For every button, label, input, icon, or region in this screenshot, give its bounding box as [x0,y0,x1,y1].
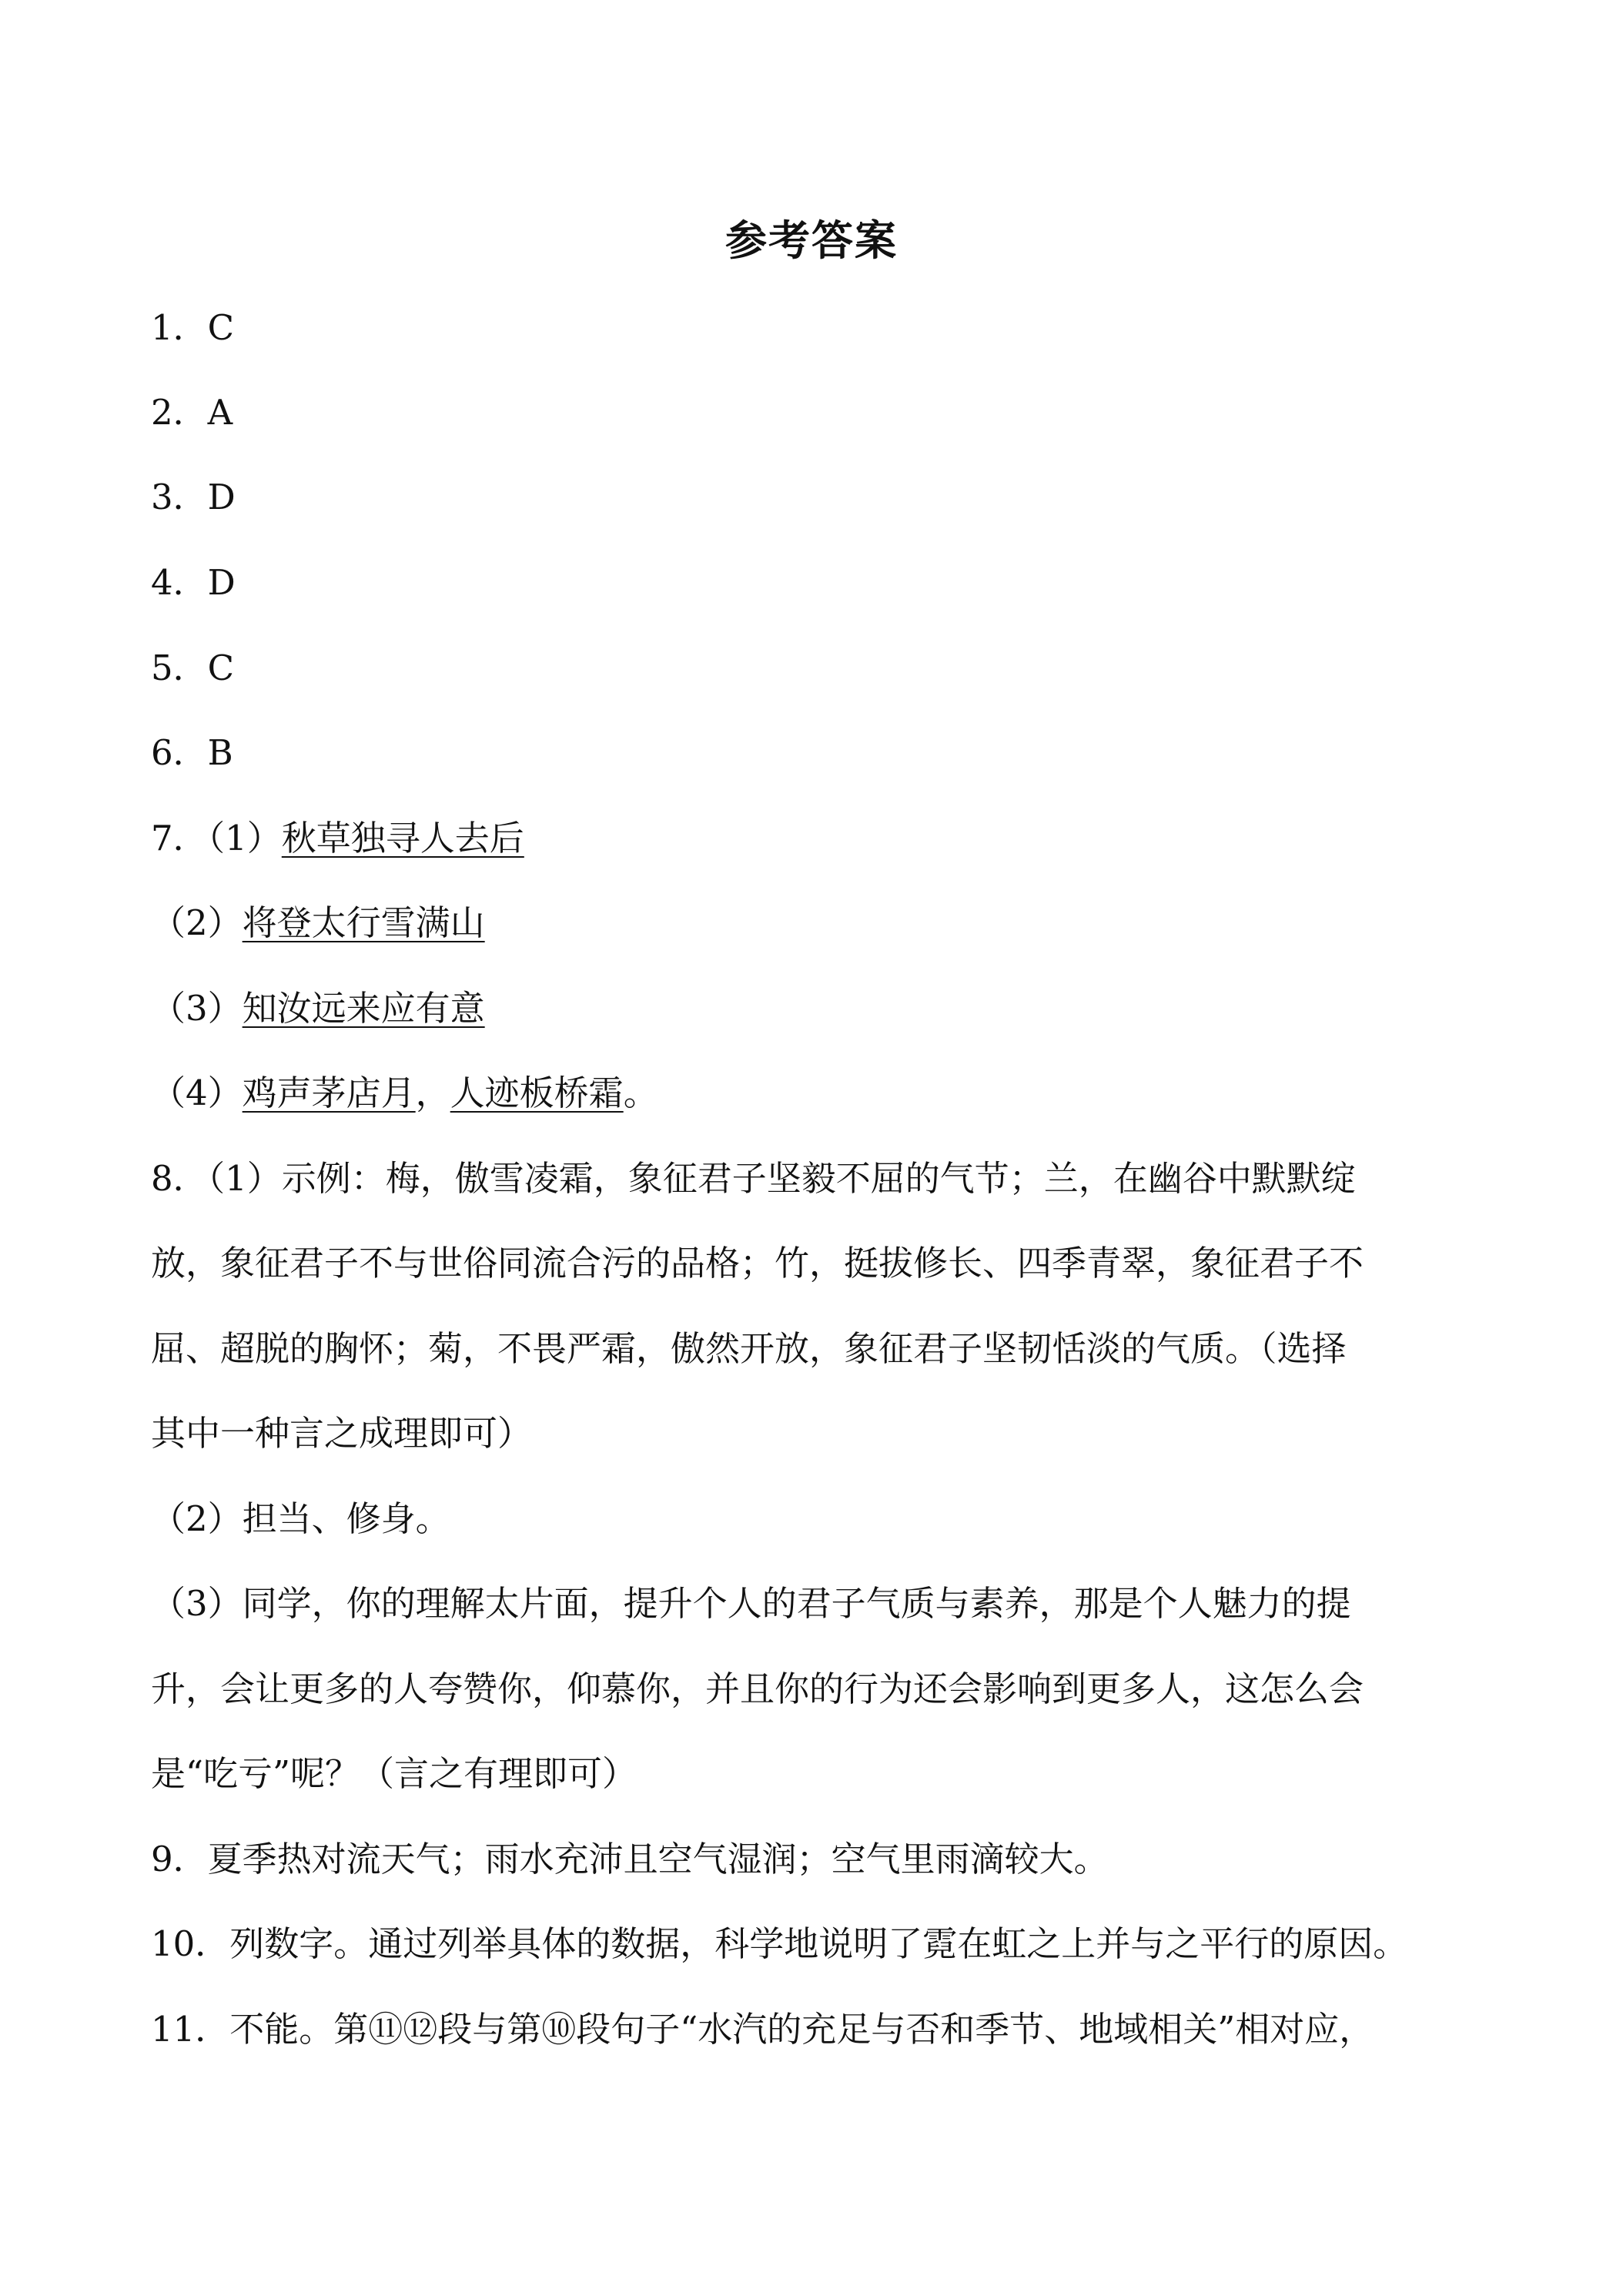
answer-7-4-tail: 。 [623,1073,658,1113]
answer-6: 6．B [151,732,233,773]
answer-10: 10．列数字。通过列举具体的数据，科学地说明了霓在虹之上并与之平行的原因。 [151,1923,1408,1964]
answer-7-item-4 [151,1070,1475,1116]
answer-7-item-1 [151,815,1475,862]
answer-7-1-label: （1） [207,818,282,858]
answer-4: 4．D [151,562,236,603]
answer-7-number: 7． [151,818,208,858]
answer-7-2-label: （2） [151,902,243,943]
answer-8-line: 是“吃亏”呢？（言之有理即可） [151,1753,637,1794]
answer-8-line: （2）担当、修身。 [151,1498,450,1539]
answer-7-1-text: 秋草独寻人去后 [281,818,524,858]
answer-7-3-label: （3） [151,988,243,1029]
answer-3: 3．D [151,477,236,517]
answer-8-line: 升，会让更多的人夸赞你，仰慕你，并且你的行为还会影响到更多人，这怎么会 [151,1668,1364,1709]
answer-7-item-3 [151,986,1475,1032]
answer-7-4-text-b: 人迹板桥霜 [450,1073,624,1113]
answer-7-4-label: （4） [151,1073,243,1113]
answer-2: 2．A [151,392,233,433]
answer-7-2-text: 将登太行雪满山 [242,902,485,943]
answer-8-line: 8．（1）示例：梅，傲雪凌霜，象征君子坚毅不屈的气节；兰，在幽谷中默默绽 [151,1158,1356,1199]
page-title: 参考答案 [725,216,898,265]
answer-8-line: 放，象征君子不与世俗同流合污的品格；竹，挺拔修长、四季青翠，象征君子不 [151,1243,1364,1284]
answer-1: 1．C [151,307,235,348]
answer-7-4-separator: ， [415,1073,450,1113]
answer-7-3-text: 知汝远来应有意 [242,988,485,1029]
answer-8-line: （3）同学，你的理解太片面，提升个人的君子气质与素养，那是个人魅力的提 [151,1583,1351,1624]
answer-11: 11．不能。第⑪⑫段与第⑩段句子“水汽的充足与否和季节、地域相关”相对应， [151,2009,1374,2050]
answer-8-line: 屈、超脱的胸怀；菊，不畏严霜，傲然开放，象征君子坚韧恬淡的气质。（选择 [151,1328,1347,1369]
answer-5: 5．C [151,648,235,688]
answer-8-line: 其中一种言之成理即可） [151,1413,533,1454]
answer-9: 9．夏季热对流天气；雨水充沛且空气湿润；空气里雨滴较大。 [151,1839,1109,1879]
answer-7-item-2 [151,900,1475,946]
answer-7-4-text-a: 鸡声茅店月 [242,1073,416,1113]
